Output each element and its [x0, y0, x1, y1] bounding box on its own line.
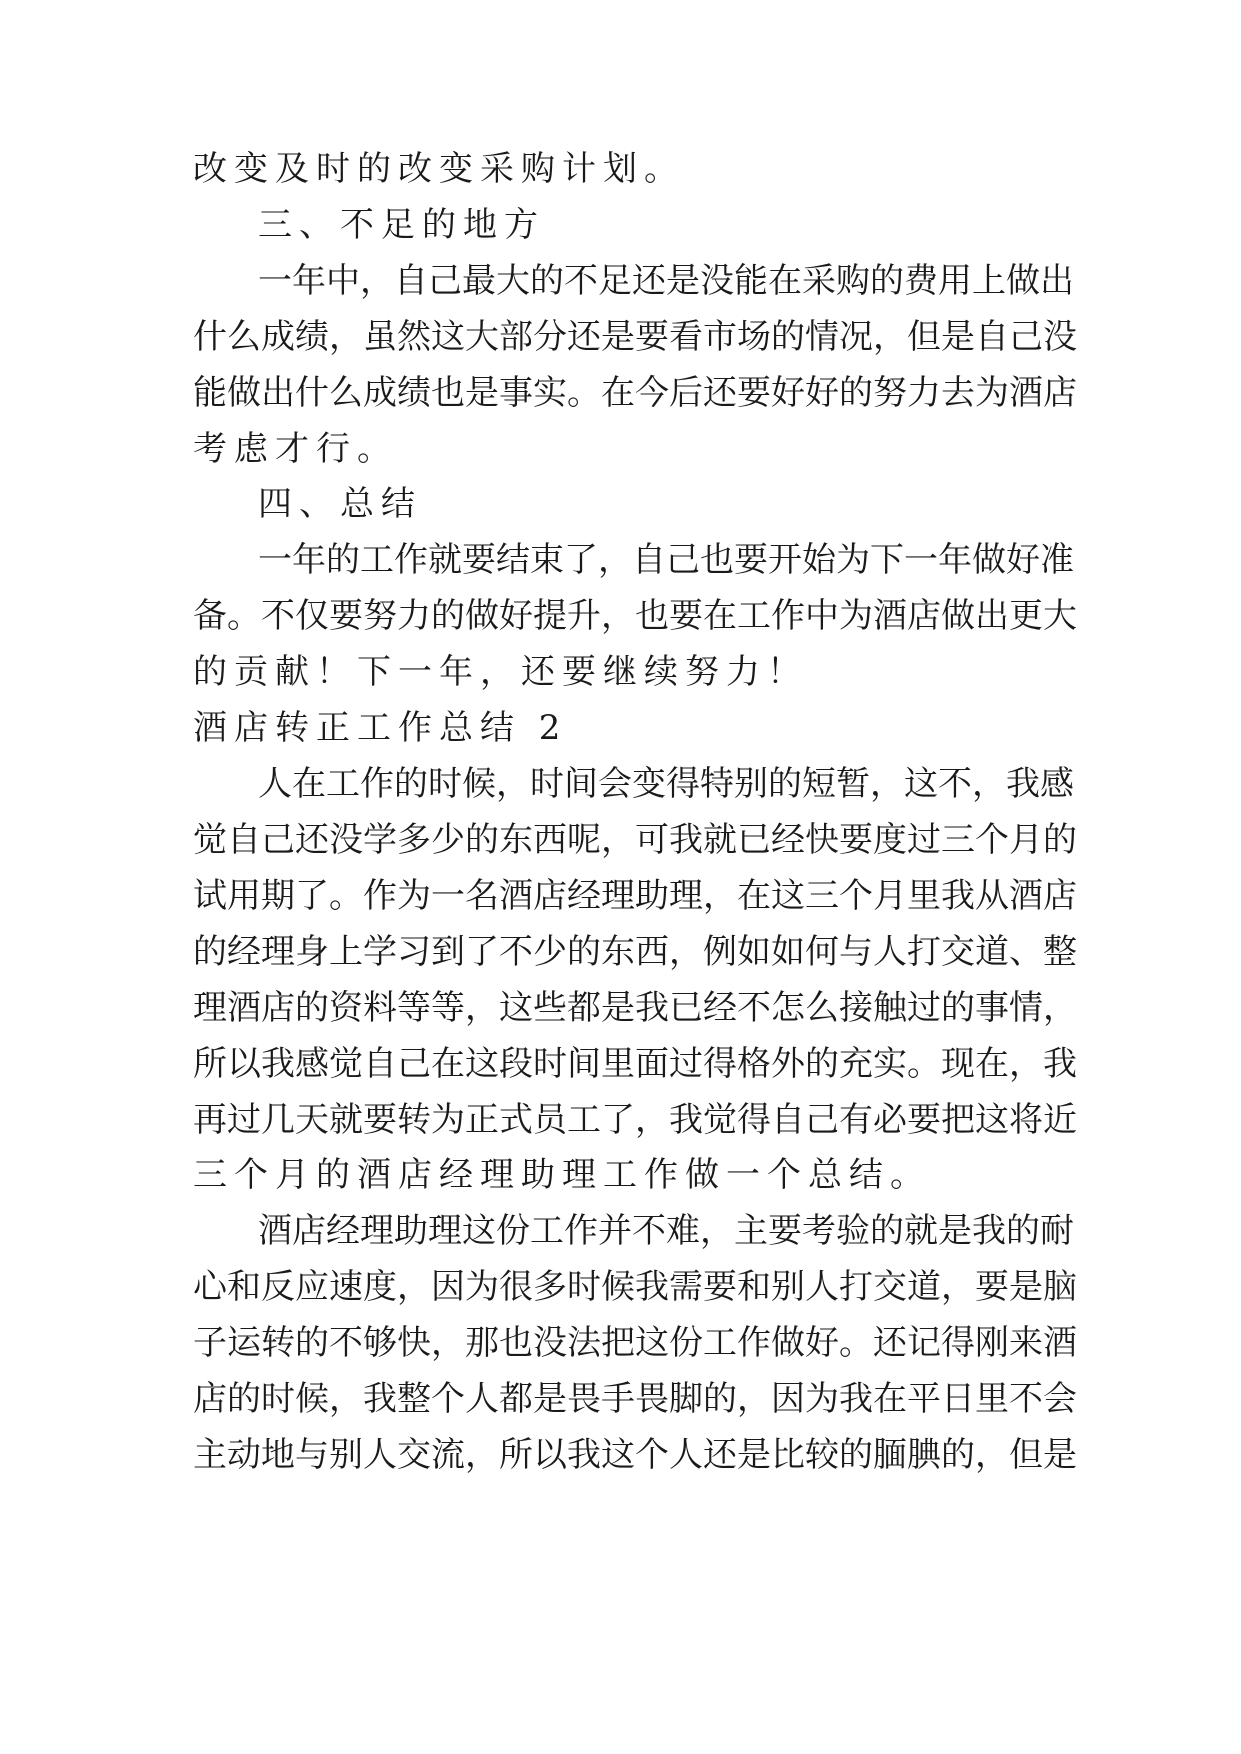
section-heading: 三、不足的地方	[258, 205, 545, 245]
text-line: 的经理身上学习到了不少的东西，例如如何与人打交道、整	[193, 932, 1077, 972]
text-line: 主动地与别人交流，所以我这个人还是比较的腼腆的，但是	[193, 1435, 1077, 1475]
text-line: 店的时候，我整个人都是畏手畏脚的，因为我在平日里不会	[193, 1379, 1077, 1419]
text-line: 所以我感觉自己在这段时间里面过得格外的充实。现在，我	[193, 1044, 1077, 1084]
text-line: 再过几天就要转为正式员工了，我觉得自己有必要把这将近	[193, 1100, 1077, 1140]
text-line: 理酒店的资料等等，这些都是我已经不怎么接触过的事情，	[193, 988, 1077, 1028]
text-line: 一年中，自己最大的不足还是没能在采购的费用上做出	[258, 261, 1074, 301]
section-heading: 四、总结	[258, 484, 422, 524]
text-line: 备。不仅要努力的做好提升，也要在工作中为酒店做出更大	[193, 596, 1077, 636]
text-line: 一年的工作就要结束了，自己也要开始为下一年做好准	[258, 540, 1074, 580]
text-line: 什么成绩，虽然这大部分还是要看市场的情况，但是自己没	[193, 317, 1077, 357]
text-line: 人在工作的时候，时间会变得特别的短暂，这不，我感	[258, 764, 1074, 804]
text-line: 三个月的酒店经理助理工作做一个总结。	[193, 1155, 931, 1195]
text-line: 子运转的不够快，那也没法把这份工作做好。还记得刚来酒	[193, 1323, 1077, 1363]
text-line: 心和反应速度，因为很多时候我需要和别人打交道，要是脑	[193, 1267, 1077, 1307]
article-title: 酒店转正工作总结 2	[193, 708, 568, 748]
text-line: 考虑才行。	[193, 429, 398, 469]
text-line: 酒店经理助理这份工作并不难，主要考验的就是我的耐	[258, 1211, 1074, 1251]
text-line: 能做出什么成绩也是事实。在今后还要好好的努力去为酒店	[193, 373, 1077, 413]
text-line: 改变及时的改变采购计划。	[193, 149, 685, 189]
text-line: 试用期了。作为一名酒店经理助理，在这三个月里我从酒店	[193, 876, 1077, 916]
text-line: 的贡献！下一年，还要继续努力！	[193, 652, 808, 692]
text-line: 觉自己还没学多少的东西呢，可我就已经快要度过三个月的	[193, 820, 1077, 860]
